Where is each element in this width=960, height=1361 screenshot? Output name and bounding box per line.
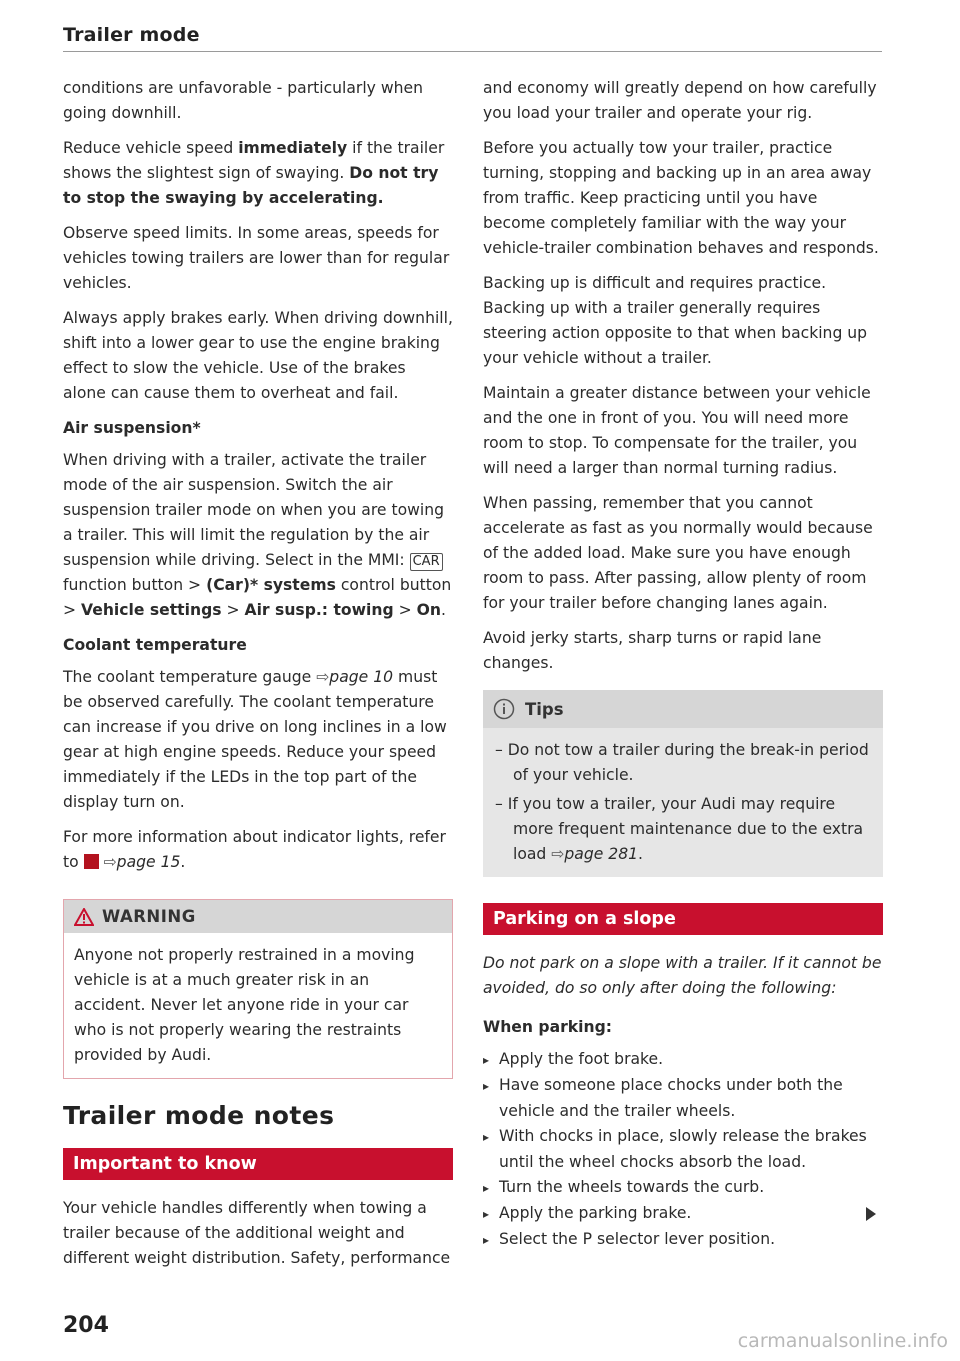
tips-title: Tips bbox=[525, 699, 564, 719]
important-to-know-bar: Important to know bbox=[63, 1148, 453, 1180]
when-parking-heading: When parking: bbox=[483, 1018, 612, 1036]
warning-header bbox=[64, 900, 452, 933]
watermark: carmanualsonline.info bbox=[737, 1330, 948, 1352]
list-item: ▸ Apply the foot brake. bbox=[483, 1047, 883, 1073]
paragraph: Your vehicle handles differently when towing a trailer because of the additional weight and different weight distribution. Safety, performance bbox=[63, 1199, 451, 1267]
paragraph: conditions are unfavorable - particularly when going downhill. bbox=[63, 79, 423, 122]
page-reference-link[interactable]: page 10 bbox=[329, 668, 394, 686]
right-column bbox=[483, 76, 883, 1253]
tips-box bbox=[483, 690, 883, 877]
coolant-heading: Coolant temperature bbox=[63, 636, 247, 654]
warning-box bbox=[63, 899, 453, 1079]
paragraph: Observe speed limits. In some areas, speeds for vehicles towing trailers are lower than for regular vehicles. bbox=[63, 224, 450, 292]
page-header-title: Trailer mode bbox=[63, 24, 200, 46]
paragraph: Backing up is difficult and requires practice. Backing up with a trailer generally requires steering action opposite to that when backing up your vehicle without a trailer. bbox=[483, 274, 868, 367]
paragraph: When passing, remember that you cannot accelerate as fast as you normally would because of the added load. Make sure you have enough room to pass. After passing, allow plenty of room for your trailer before changing lanes again. bbox=[483, 494, 873, 612]
section-title: Trailer mode notes bbox=[63, 1101, 335, 1130]
paragraph: and economy will greatly depend on how carefully you load your trailer and operate your rig. bbox=[483, 79, 877, 122]
header-divider bbox=[63, 51, 882, 52]
parking-intro: Do not park on a slope with a trailer. If it cannot be avoided, do so only after doing the following: bbox=[483, 954, 882, 997]
page-ref-arrow-icon: ⇨ bbox=[103, 853, 117, 871]
paragraph-swaying: Reduce vehicle speed immediately if the trailer shows the slightest sign of swaying. Do not try to stop the swaying by accelerating. bbox=[63, 139, 445, 207]
page-number: 204 bbox=[63, 1313, 109, 1338]
continue-arrow-icon bbox=[866, 1207, 876, 1221]
left-column bbox=[63, 76, 453, 1281]
warning-triangle-icon bbox=[74, 908, 94, 926]
paragraph-info: For more information about indicator lights, refer to ⇨page 15. bbox=[63, 828, 446, 871]
page-reference-link[interactable]: page 15 bbox=[116, 853, 181, 871]
parking-steps-list bbox=[483, 1047, 883, 1253]
tip-item: – If you tow a trailer, your Audi may require more frequent maintenance due to the extra load ⇨page 281. bbox=[495, 795, 864, 863]
paragraph-air-suspension: When driving with a trailer, activate the trailer mode of the air suspension. Switch the air suspension trailer mode on when you are towing a trailer. This will limit the regulation by the air suspension while driving. Select in the MMI: CAR function button > (Car)* systems control button > Vehicle settings > Air susp.: towing > On. bbox=[63, 451, 452, 619]
parking-on-slope-bar: Parking on a slope bbox=[483, 903, 883, 935]
list-item: ▸ Apply the parking brake. bbox=[483, 1201, 883, 1227]
paragraph-coolant: The coolant temperature gauge ⇨page 10 must be observed carefully. The coolant temperature can increase if you drive on long inclines in a low gear at high engine speeds. Reduce your speed immediately if the LEDs in the top part of the display turn on. bbox=[63, 668, 447, 811]
paragraph: Before you actually tow your trailer, practice turning, stopping and backing up in an area away from traffic. Keep practicing until you have become completely familiar with the way your vehicle-trailer combination behaves and responds. bbox=[483, 139, 879, 257]
tip-item: – Do not tow a trailer during the break-in period of your vehicle. bbox=[495, 741, 869, 784]
list-item: ▸ Select the P selector lever position. bbox=[483, 1227, 883, 1253]
page-reference-link[interactable]: page 281 bbox=[564, 845, 639, 863]
air-suspension-heading: Air suspension* bbox=[63, 419, 201, 437]
car-key-label: CAR bbox=[410, 553, 443, 571]
tips-header bbox=[483, 690, 883, 728]
page-ref-arrow-icon: ⇨ bbox=[316, 668, 330, 686]
paragraph: Maintain a greater distance between your vehicle and the one in front of you. You will need more room to stop. To compensate for the trailer, you will need a larger than normal turning radius. bbox=[483, 384, 871, 477]
paragraph: Always apply brakes early. When driving downhill, shift into a lower gear to use the engine braking effect to slow the vehicle. Use of the brakes alone can cause them to overheat and fail. bbox=[63, 309, 453, 402]
info-icon bbox=[493, 698, 515, 720]
list-item: ▸ With chocks in place, slowly release the brakes until the wheel chocks absorb the load. bbox=[483, 1124, 883, 1175]
page-ref-arrow-icon: ⇨ bbox=[551, 845, 565, 863]
list-item: ▸ Turn the wheels towards the curb. bbox=[483, 1175, 883, 1201]
list-item: ▸ Have someone place chocks under both the vehicle and the trailer wheels. bbox=[483, 1073, 883, 1124]
indicator-light-icon bbox=[84, 854, 99, 869]
paragraph: Avoid jerky starts, sharp turns or rapid lane changes. bbox=[483, 629, 822, 672]
warning-title: WARNING bbox=[102, 907, 196, 926]
warning-text: Anyone not properly restrained in a moving vehicle is at a much greater risk in an accident. Never let anyone ride in your car who is not properly wearing the restraints provided by Audi. bbox=[74, 946, 415, 1064]
